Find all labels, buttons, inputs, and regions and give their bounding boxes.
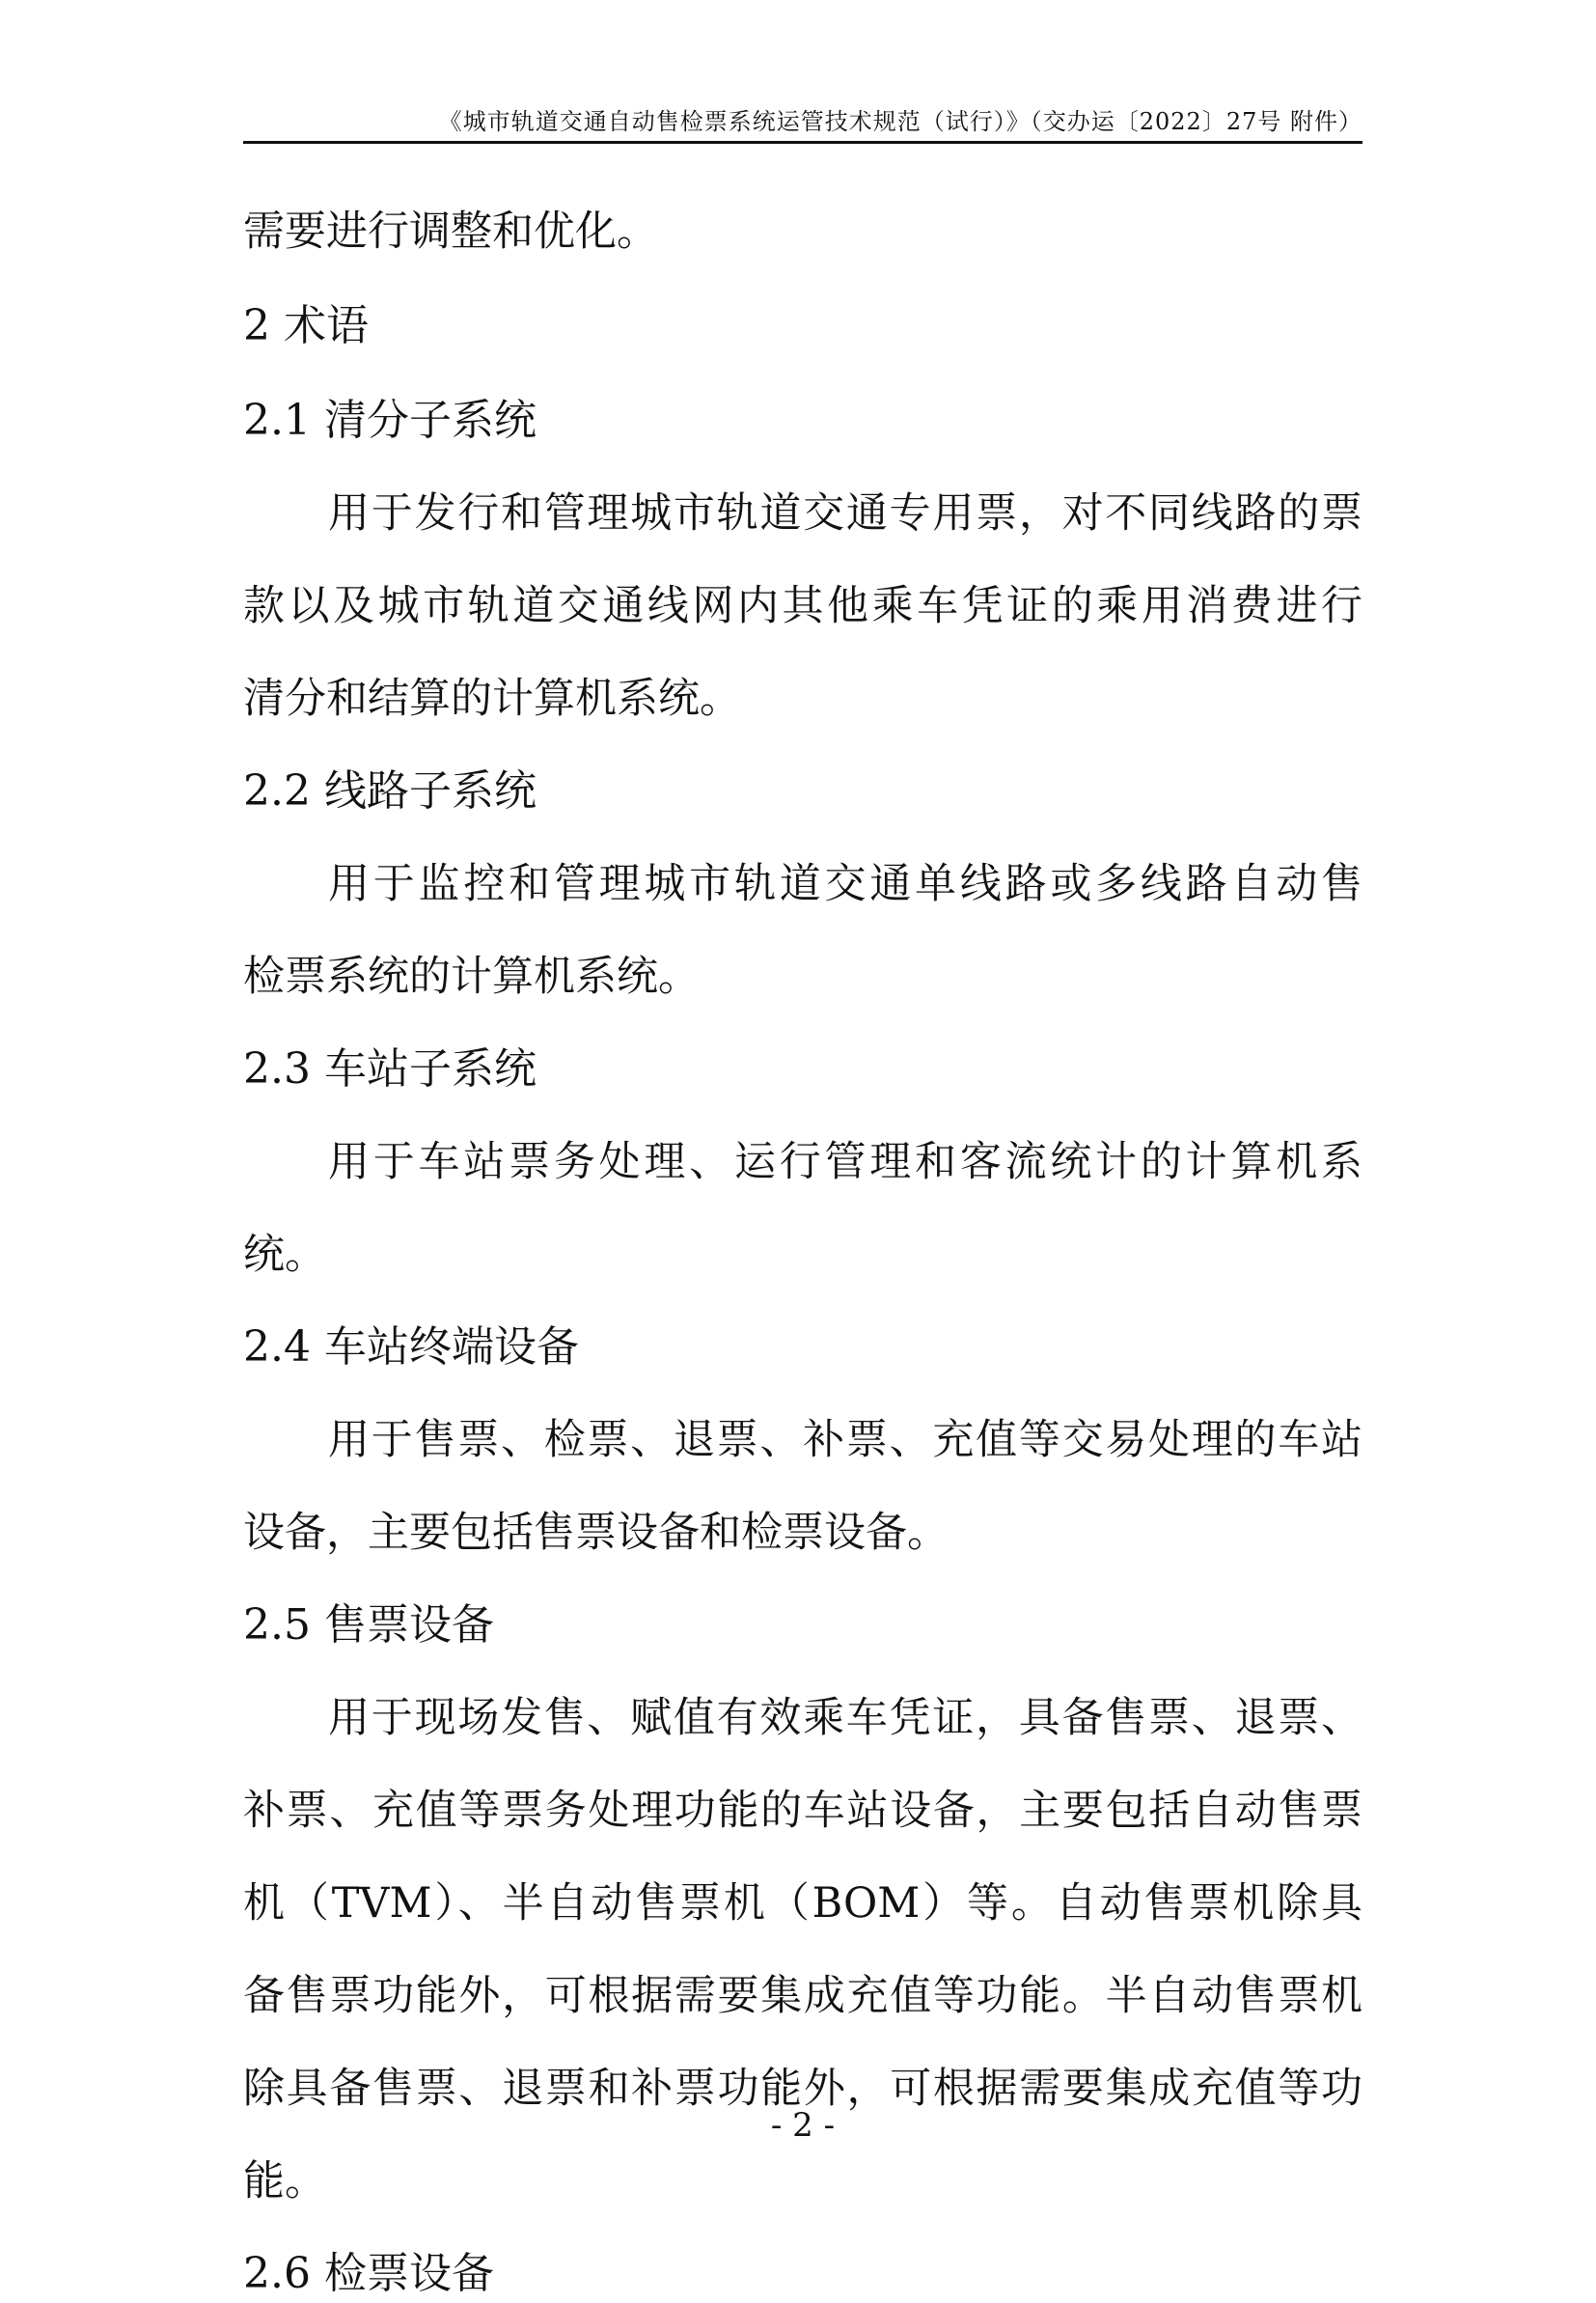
- paragraph-line: 统。: [243, 1231, 326, 1279]
- page-number: - 2 -: [770, 2106, 836, 2145]
- paragraph-line: 除具备售票、退票和补票功能外，可根据需要集成充值等功: [243, 2065, 1362, 2113]
- section-heading-terms: 2 术语: [243, 301, 369, 350]
- paragraph-line: 需要进行调整和优化。: [243, 208, 658, 256]
- paragraph-line: 用于售票、检票、退票、补票、充值等交易处理的车站: [328, 1416, 1362, 1464]
- term-heading-2-3: 2.3 车站子系统: [243, 1044, 537, 1094]
- paragraph-line: 机（TVM）、半自动售票机（BOM）等。自动售票机除具: [243, 1879, 1362, 1928]
- paragraph-line: 补票、充值等票务处理功能的车站设备，主要包括自动售票: [243, 1787, 1362, 1835]
- term-heading-2-2: 2.2 线路子系统: [243, 766, 537, 816]
- term-heading-2-1: 2.1 清分子系统: [243, 396, 537, 445]
- paragraph-line: 检票系统的计算机系统。: [243, 953, 700, 1001]
- paragraph-line: 用于车站票务处理、运行管理和客流统计的计算机系: [328, 1138, 1362, 1186]
- term-heading-2-6: 2.6 检票设备: [243, 2249, 494, 2298]
- running-header: 《城市轨道交通自动售检票系统运管技术规范（试行）》（交办运〔2022〕27号 附件）: [438, 108, 1362, 135]
- paragraph-line: 设备，主要包括售票设备和检票设备。: [243, 1509, 949, 1557]
- paragraph-line: 清分和结算的计算机系统。: [243, 675, 741, 723]
- paragraph-line: 用于现场发售、赋值有效乘车凭证，具备售票、退票、: [328, 1694, 1362, 1742]
- paragraph-line: 用于监控和管理城市轨道交通单线路或多线路自动售: [328, 860, 1362, 908]
- term-heading-2-5: 2.5 售票设备: [243, 1600, 494, 1650]
- header-divider: [243, 141, 1362, 144]
- paragraph-line: 用于发行和管理城市轨道交通专用票，对不同线路的票: [328, 489, 1362, 538]
- paragraph-line: 备售票功能外，可根据需要集成充值等功能。半自动售票机: [243, 1972, 1362, 2020]
- paragraph-line: 能。: [243, 2157, 326, 2206]
- term-heading-2-4: 2.4 车站终端设备: [243, 1322, 579, 1372]
- paragraph-line: 款以及城市轨道交通线网内其他乘车凭证的乘用消费进行: [243, 582, 1362, 630]
